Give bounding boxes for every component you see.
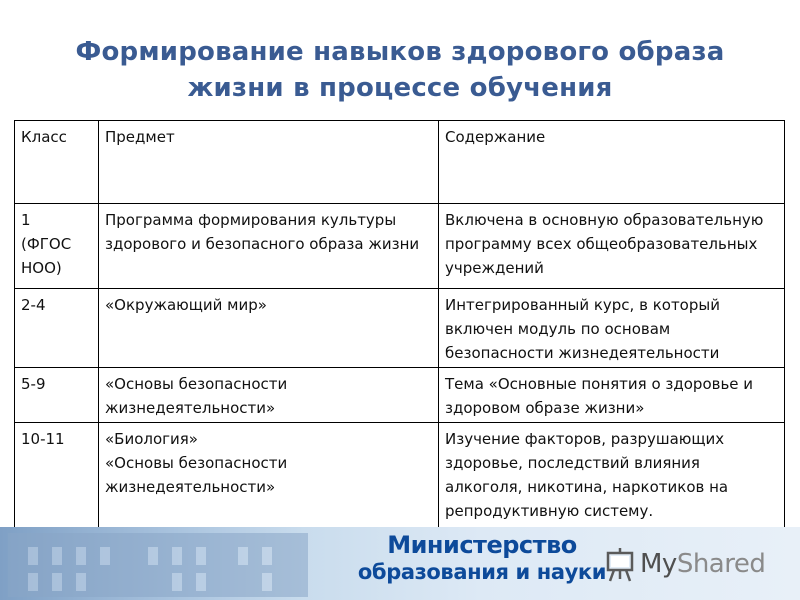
cell-line: Тема «Основные понятия о здоровье и [445,375,754,393]
cell-line: безопасности жизнедеятельности [445,344,720,362]
slide-title [0,34,800,106]
logo-my-text: My [640,549,677,579]
building-window [148,547,158,565]
cell-line: 5-9 [21,375,46,393]
building-window [52,573,62,591]
building-window [100,547,110,565]
cell-line: программу всех общеобразовательных [445,235,758,253]
building-window [52,547,62,565]
building-window [262,547,272,565]
grade-cell [15,368,99,423]
curriculum-table [14,120,785,530]
subject-cell [99,289,439,368]
header-subject: Предмет [99,121,439,204]
table-row [15,368,785,423]
ministry-logo-text [332,531,632,585]
building-window [28,547,38,565]
cell-line: здоровом образе жизни» [445,399,645,417]
content-cell [439,289,785,368]
cell-line: здорового и безопасного образа жизни [105,235,420,253]
table-row [15,289,785,368]
cell-line: здоровье, последствий влияния [445,454,700,472]
subject-cell [99,423,439,530]
cell-line: учреждений [445,259,544,277]
cell-line: «Окружающий мир» [105,296,267,314]
header-content: Содержание [439,121,785,204]
cell-line: репродуктивную систему. [445,502,654,520]
grade-cell [15,204,99,289]
building-window [262,573,272,591]
content-cell [439,204,785,289]
cell-line: Включена в основную образовательную [445,211,764,229]
building-window [76,547,86,565]
cell-line: 1 [21,211,31,229]
table-header-row [15,121,785,204]
content-cell [439,368,785,423]
building-photo [8,533,308,597]
cell-line: 2-4 [21,296,46,314]
header-grade: Класс [15,121,99,204]
slide-title-line-1: Формирование навыков здорового образа [75,37,725,67]
cell-line: алкоголя, никотина, наркотиков на [445,478,729,496]
subject-cell [99,204,439,289]
cell-line: Изучение факторов, разрушающих [445,430,725,448]
building-window [196,573,206,591]
cell-line: (ФГОС [21,235,72,253]
cell-line: жизнедеятельности» [105,478,276,496]
cell-line: «Основы безопасности [105,454,288,472]
ministry-line-1: Министерство [387,531,577,559]
logo-shared-text: Shared [676,549,766,579]
content-cell [439,423,785,530]
building-window [172,547,182,565]
grade-cell [15,423,99,530]
presentation-screen-icon [606,547,636,583]
myshared-logo[interactable] [604,545,794,589]
cell-line: жизнедеятельности» [105,399,276,417]
building-window [172,573,182,591]
cell-line: НОО) [21,259,62,277]
cell-line: «Биология» [105,430,198,448]
ministry-line-2: образования и науки [357,560,607,584]
myshared-wordmark [640,549,765,579]
building-window [28,573,38,591]
slide-title-line-2: жизни в процессе обучения [187,73,613,103]
footer-banner [0,527,800,600]
cell-line: 10-11 [21,430,65,448]
table-row [15,423,785,530]
building-window [238,547,248,565]
cell-line: Программа формирования культуры [105,211,397,229]
subject-cell [99,368,439,423]
cell-line: включен модуль по основам [445,320,671,338]
table-row [15,204,785,289]
cell-line: «Основы безопасности [105,375,288,393]
cell-line: Интегрированный курс, в который [445,296,720,314]
building-window [196,547,206,565]
grade-cell [15,289,99,368]
building-window [76,573,86,591]
